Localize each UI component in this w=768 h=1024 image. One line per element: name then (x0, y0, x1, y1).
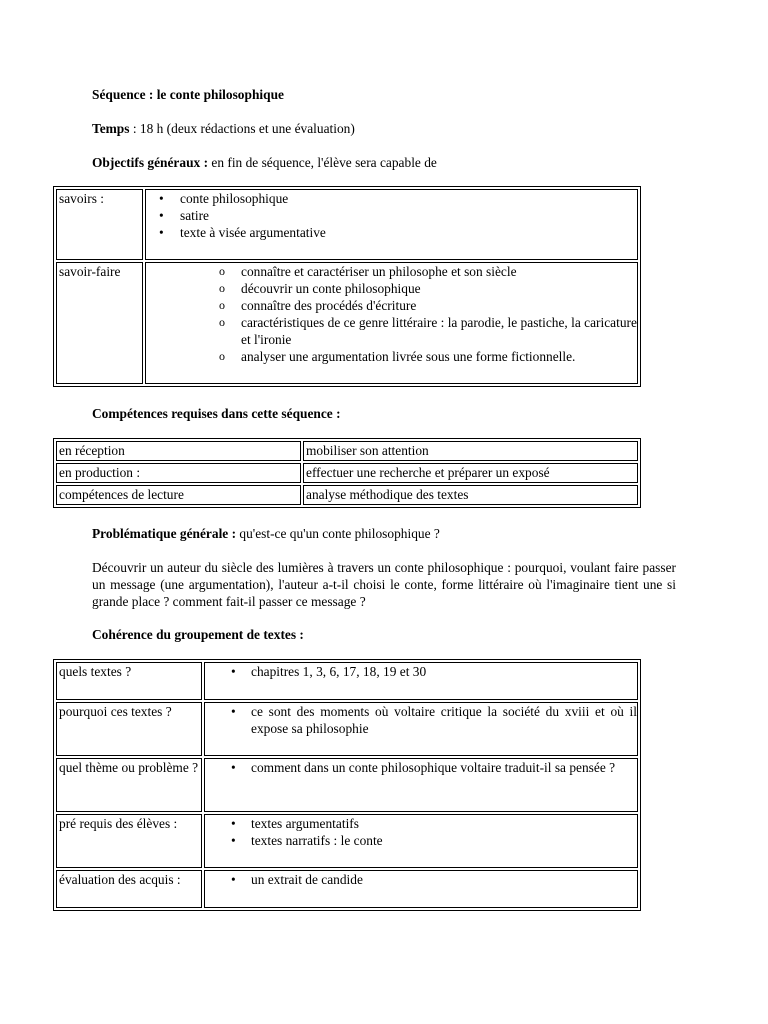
savoirs-item: • texte à visée argumentative (148, 224, 637, 241)
problematique-label: Problématique générale : (92, 526, 237, 541)
savoir-faire-item: o analyser une argumentation livrée sous une forme fictionnelle. (148, 348, 637, 365)
coherence-label: quels textes ? (56, 662, 202, 700)
savoir-faire-cell (145, 262, 638, 384)
coherence-row (56, 758, 638, 812)
coherence-list (207, 663, 637, 680)
coherence-label: pourquoi ces textes ? (56, 702, 202, 756)
competence-context: en réception (56, 441, 301, 461)
competences-table (53, 438, 641, 508)
competences-row (56, 441, 638, 461)
coherence-item: • textes narratifs : le conte (207, 832, 637, 849)
savoir-faire-list (148, 263, 637, 365)
coherence-item: • un extrait de candide (207, 871, 637, 888)
objectifs-value: en fin de séquence, l'élève sera capable de (208, 155, 437, 170)
coherence-list (207, 759, 637, 776)
competences-title: Compétences requises dans cette séquence : (92, 406, 341, 421)
coherence-item: • chapitres 1, 3, 6, 17, 18, 19 et 30 (207, 663, 637, 680)
savoir-faire-row (56, 262, 638, 384)
coherence-item: • textes argumentatifs (207, 815, 637, 832)
temps-line (92, 120, 676, 137)
competence-context: en production : (56, 463, 301, 483)
savoir-faire-item: o découvrir un conte philosophique (148, 280, 637, 297)
coherence-content (204, 702, 638, 756)
coherence-list (207, 703, 637, 737)
problematique-value: qu'est-ce qu'un conte philosophique ? (236, 526, 440, 541)
coherence-title: Cohérence du groupement de textes : (92, 627, 304, 642)
coherence-row (56, 662, 638, 700)
competence-description: mobiliser son attention (303, 441, 638, 461)
savoir-faire-label: savoir-faire (56, 262, 143, 384)
savoirs-row (56, 189, 638, 260)
savoirs-item: • conte philosophique (148, 190, 637, 207)
problematique-paragraph: Découvrir un auteur du siècle des lumières à travers un conte philosophique : pourquoi, voulant faire passer un message (une argumentation), l'auteur a-t-il choisi le conte, forme littéraire où l'imaginaire tient une si grande place ? comment fait-il passer ce message ? (92, 560, 676, 609)
competences-row (56, 485, 638, 505)
competence-description: analyse méthodique des textes (303, 485, 638, 505)
temps-value: : 18 h (deux rédactions et une évaluation) (129, 121, 355, 136)
problematique-line (92, 525, 676, 542)
coherence-content (204, 662, 638, 700)
coherence-label: quel thème ou problème ? (56, 758, 202, 812)
objectifs-label: Objectifs généraux : (92, 155, 209, 170)
savoirs-list (148, 190, 637, 241)
savoirs-cell (145, 189, 638, 260)
competence-description: effectuer une recherche et préparer un exposé (303, 463, 638, 483)
savoir-faire-item: o caractéristiques de ce genre littéraire : la parodie, le pastiche, la caricature et l'ironie (148, 314, 637, 348)
coherence-list (207, 815, 637, 849)
coherence-item: • ce sont des moments où voltaire critique la société du xviii et où il expose sa philosophie (207, 703, 637, 737)
savoirs-label: savoirs : (56, 189, 143, 260)
coherence-row (56, 814, 638, 868)
temps-label: Temps (92, 121, 130, 136)
coherence-row (56, 870, 638, 908)
coherence-content (204, 870, 638, 908)
coherence-label: pré requis des élèves : (56, 814, 202, 868)
objectifs-line (92, 154, 676, 171)
coherence-content (204, 814, 638, 868)
coherence-label: évaluation des acquis : (56, 870, 202, 908)
savoir-faire-item: o connaître et caractériser un philosophe et son siècle (148, 263, 637, 280)
coherence-list (207, 871, 637, 888)
savoirs-item: • satire (148, 207, 637, 224)
competence-context: compétences de lecture (56, 485, 301, 505)
coherence-item: • comment dans un conte philosophique voltaire traduit-il sa pensée ? (207, 759, 637, 776)
objectives-table (53, 186, 641, 387)
coherence-content (204, 758, 638, 812)
competences-row (56, 463, 638, 483)
sequence-heading: Séquence : le conte philosophique (92, 87, 284, 102)
coherence-row (56, 702, 638, 756)
coherence-table (53, 659, 641, 911)
savoir-faire-item: o connaître des procédés d'écriture (148, 297, 637, 314)
